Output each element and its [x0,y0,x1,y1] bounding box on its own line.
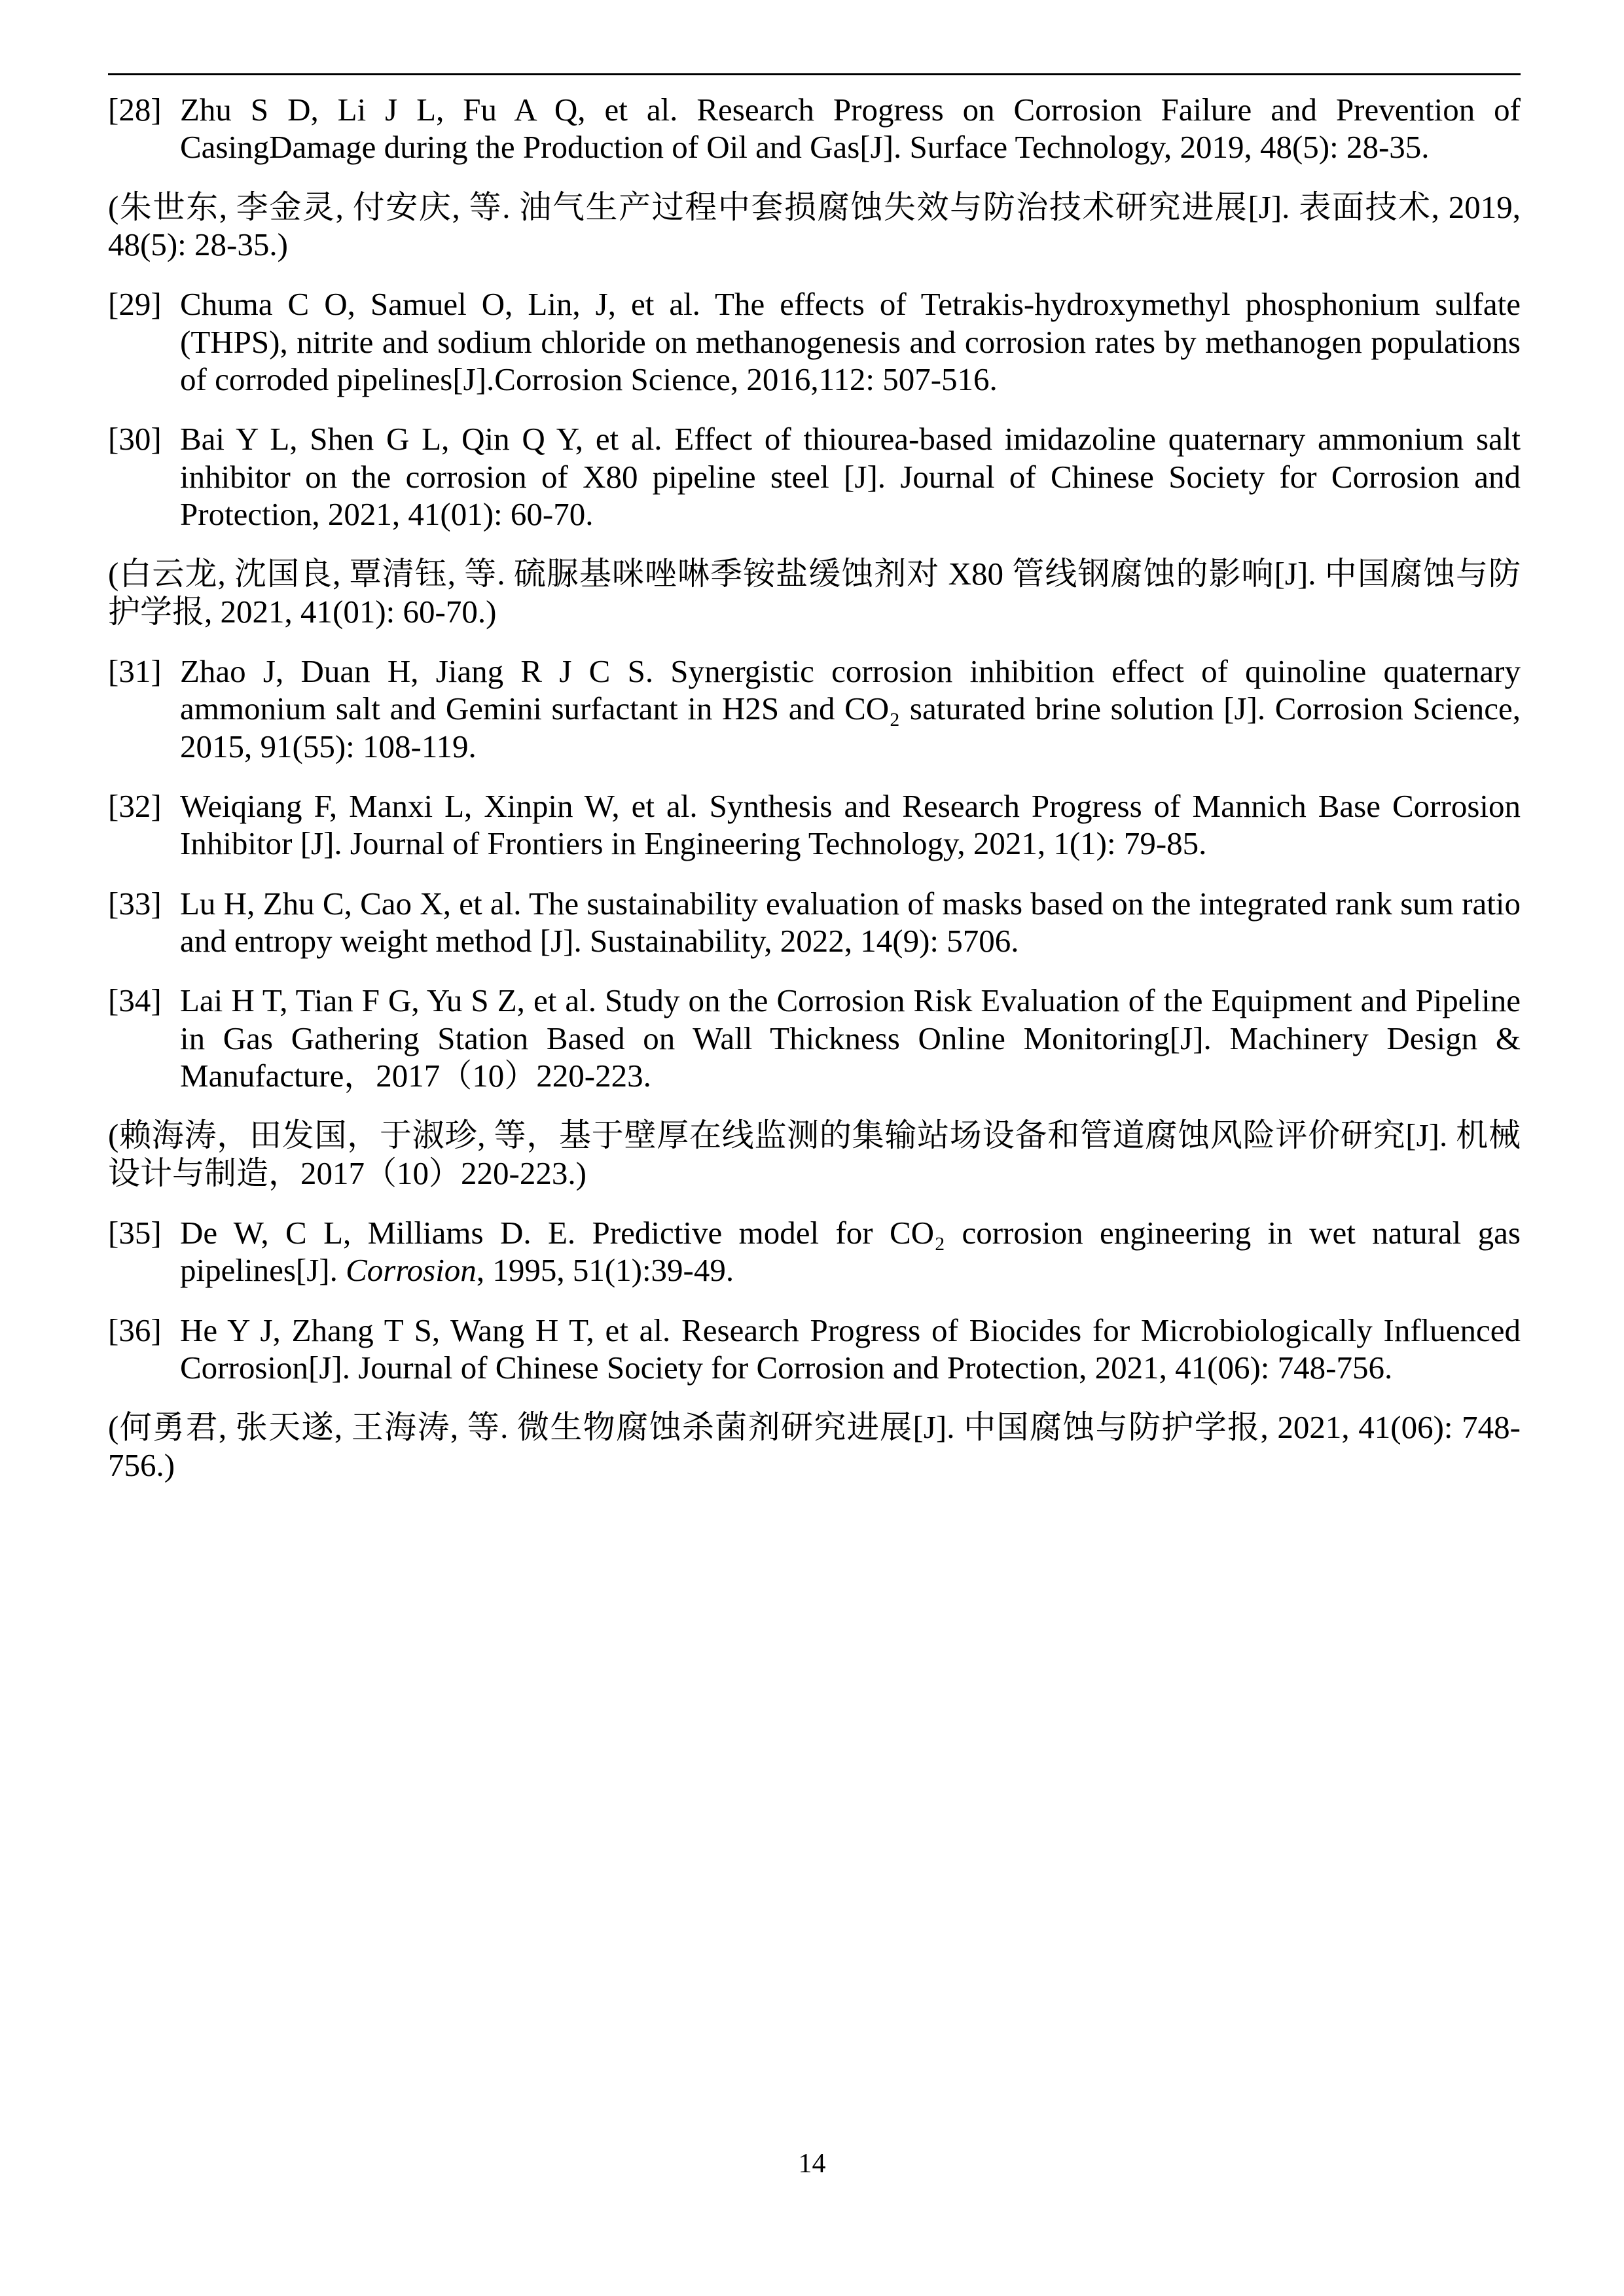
reference-text: Chuma C O, Samuel O, Lin, J, et al. The effects of Tetrakis-hydroxymethyl phosphonium sulfate (THPS), nitrite and sodium chloride on methanogenesis and corrosion rates by methanogen populations of corroded pipelines[J].Corrosion Science, 2016,112: 507-516. [180,286,1521,397]
reference-text: He Y J, Zhang T S, Wang H T, et al. Research Progress of Biocides for Microbiologically Influenced Corrosion[J]. Journal of Chinese Society for Corrosion and Protection, 2021, 41(06): 748-756. [180,1312,1521,1386]
reference-number: [29] [108,286,162,323]
reference-translation: (何勇君, 张天遂, 王海涛, 等. 微生物腐蚀杀菌剂研究进展[J]. 中国腐蚀与防护学报, 2021, 41(06): 748-756.) [108,1409,1521,1483]
reference-text: Lu H, Zhu C, Cao X, et al. The sustainability evaluation of masks based on the integrated rank sum ratio and entropy weight method [J]. Sustainability, 2022, 14(9): 5706. [180,885,1521,959]
reference-text [180,1215,1521,1288]
reference-entry [108,787,1521,863]
reference-number: [28] [108,92,162,128]
reference-number: [32] [108,787,162,824]
reference-text: Weiqiang F, Manxi L, Xinpin W, et al. Synthesis and Research Progress of Mannich Base Corrosion Inhibitor [J]. Journal of Frontiers in Engineering Technology, 2021, 1(1): 79-85. [180,787,1521,862]
reference-number: [36] [108,1312,162,1348]
reference-entry [108,91,1521,166]
reference-number: [34] [108,982,162,1019]
page-content [108,73,1521,1506]
reference-translation: (白云龙, 沈国良, 覃清钰, 等. 硫脲基咪唑啉季铵盐缓蚀剂对 X80 管线钢腐蚀的影响[J]. 中国腐蚀与防护学报, 2021, 41(01): 60-70.) [108,556,1521,630]
reference-journal-italic: Corrosion [346,1252,477,1289]
reference-text: Lai H T, Tian F G, Yu S Z, et al. Study on the Corrosion Risk Evaluation of the Equipment and Pipeline in Gas Gathering Station Based on Wall Thickness Online Monitoring[J]. Machinery Design & Manufacture，2017（10）220-223. [180,982,1521,1094]
page-number: 14 [798,2149,826,2179]
reference-translation: (朱世东, 李金灵, 付安庆, 等. 油气生产过程中套损腐蚀失效与防治技术研究进展[J]. 表面技术, 2019, 48(5): 28-35.) [108,188,1521,262]
reference-text-post: , 1995, 51(1):39-49. [476,1252,734,1289]
reference-text-pre: De W, C L, Milliams D. E. Predictive model for CO₂ corrosion engineering in wet natural gas pipelines[J]. [180,1214,1521,1289]
reference-text: Bai Y L, Shen G L, Qin Q Y, et al. Effect of thiourea-based imidazoline quaternary ammonium salt inhibitor on the corrosion of X80 pipeline steel [J]. Journal of Chinese Society for Corrosion and Protection, 2021, 41(01): 60-70. [180,421,1521,532]
reference-number: [33] [108,885,162,922]
reference-entry [108,982,1521,1094]
reference-translation: (赖海涛，田发国，于淑珍, 等，基于壁厚在线监测的集输站场设备和管道腐蚀风险评价研究[J]. 机械设计与制造，2017（10）220-223.) [108,1117,1521,1191]
reference-text: Zhao J, Duan H, Jiang R J C S. Synergistic corrosion inhibition effect of quinoline quaternary ammonium salt and Gemini surfactant in H2S and CO₂ saturated brine solution [J]. Corrosion Science, 2015, 91(55): 108-119. [180,653,1521,764]
reference-text: Zhu S D, Li J L, Fu A Q, et al. Research Progress on Corrosion Failure and Prevention of CasingDamage during the Production of Oil and Gas[J]. Surface Technology, 2019, 48(5): 28-35. [180,92,1521,166]
reference-number: [35] [108,1214,162,1251]
reference-entry [108,1214,1521,1289]
reference-entry [108,420,1521,533]
reference-entry [108,1312,1521,1387]
reference-number: [30] [108,421,162,457]
header-rule [108,73,1521,75]
reference-number: [31] [108,653,162,689]
reference-entry [108,885,1521,960]
reference-entry [108,653,1521,765]
reference-entry [108,285,1521,398]
